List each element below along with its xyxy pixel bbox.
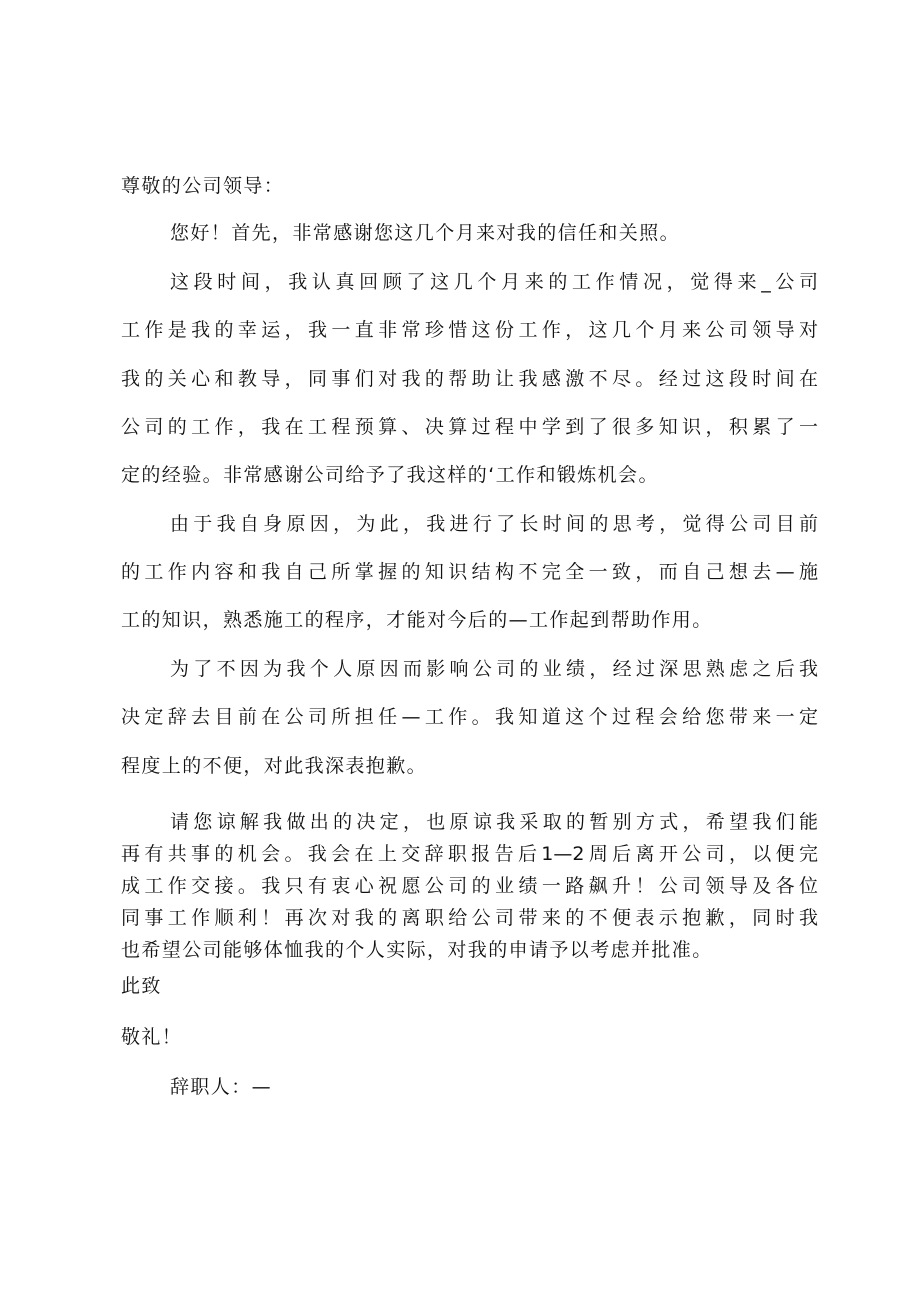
paragraph-reflection-line: 我的关心和教导，同事们对我的帮助让我感激不尽。经过这段时间在 — [121, 368, 818, 390]
paragraph-decision-line: 决定辞去目前在公司所担任—工作。我知道这个过程会给您带来一定 — [121, 706, 818, 728]
paragraph-apology-line: 再有共事的机会。我会在上交辞职报告后1—2周后离开公司，以便完 — [121, 843, 818, 865]
paragraph-reflection-line: 工作是我的幸运，我一直非常珍惜这份工作，这几个月来公司领导对 — [121, 319, 818, 341]
paragraph-apology-line: 同事工作顺利！再次对我的离职给公司带来的不便表示抱歉，同时我 — [121, 907, 818, 929]
salutation: 尊敬的公司领导： — [121, 175, 285, 197]
paragraph-reason-line: 工的知识，熟悉施工的程序，才能对今后的—工作起到帮助作用。 — [121, 609, 713, 631]
paragraph-apology-line: 成工作交接。我只有衷心祝愿公司的业绩一路飙升！公司领导及各位 — [121, 875, 818, 897]
paragraph-decision-line: 为了不因为我个人原因而影响公司的业绩，经过深思熟虑之后我 — [170, 658, 818, 680]
paragraph-apology-line: 请您谅解我做出的决定，也原谅我采取的暂别方式，希望我们能 — [170, 811, 818, 833]
paragraph-reflection-line: 公司的工作，我在工程预算、决算过程中学到了很多知识，积累了一 — [121, 416, 818, 438]
signature-line: 辞职人：— — [170, 1076, 273, 1098]
paragraph-decision-line: 程度上的不便，对此我深表抱歉。 — [121, 755, 428, 777]
closing-salute: 敬礼！ — [121, 1026, 183, 1048]
closing-regards: 此致 — [121, 975, 162, 997]
paragraph-apology-line: 也希望公司能够体恤我的个人实际，对我的申请予以考虑并批准。 — [121, 939, 713, 961]
paragraph-reason-line: 由于我自身原因，为此，我进行了长时间的思考，觉得公司目前 — [170, 513, 818, 535]
paragraph-greeting: 您好！首先，非常感谢您这几个月来对我的信任和关照。 — [170, 222, 681, 244]
paragraph-reflection-line: 这段时间，我认真回顾了这几个月来的工作情况，觉得来_公司 — [170, 271, 818, 293]
paragraph-reason-line: 的工作内容和我自己所掌握的知识结构不完全一致，而自己想去—施 — [121, 561, 818, 583]
paragraph-reflection-line: 定的经验。非常感谢公司给予了我这样的‘工作和锻炼机会。 — [121, 464, 659, 486]
